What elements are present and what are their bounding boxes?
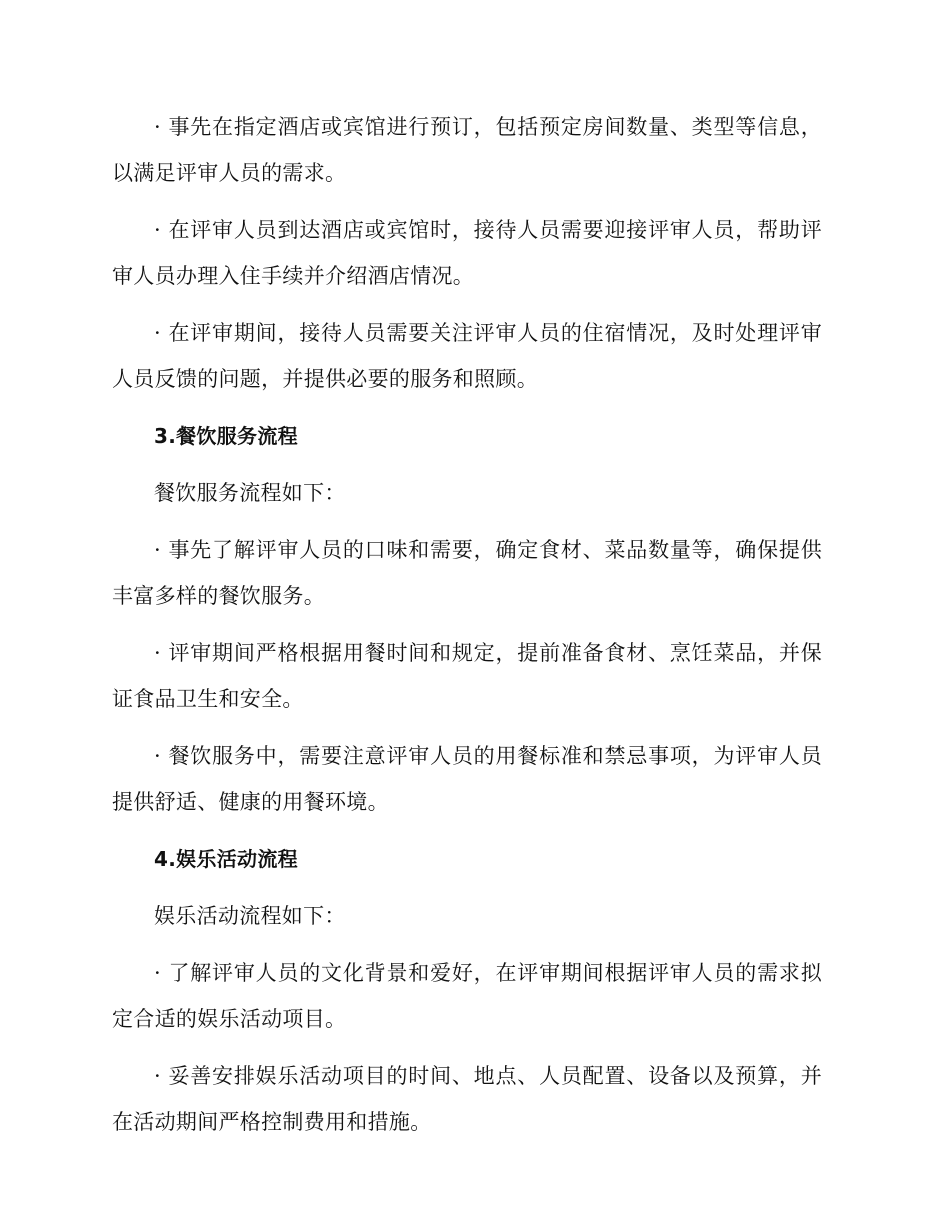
dining-item-1: · 事先了解评审人员的口味和需要，确定食材、菜品数量等，确保提供丰富多样的餐饮服务。 (112, 538, 822, 608)
entertainment-intro: 娱乐活动流程如下： (154, 904, 346, 928)
entertainment-item-1: · 了解评审人员的文化背景和爱好，在评审期间根据评审人员的需求拟定合适的娱乐活动项目。 (112, 961, 822, 1031)
document-body (112, 104, 822, 1145)
dining-item-2: · 评审期间严格根据用餐时间和规定，提前准备食材、烹饪菜品，并保证食品卫生和安全。 (112, 641, 822, 711)
entertainment-heading: 4.娱乐活动流程 (154, 847, 298, 871)
dining-heading: 3.餐饮服务流程 (154, 424, 298, 448)
dining-intro: 餐饮服务流程如下： (154, 481, 346, 505)
dining-item-3: · 餐饮服务中，需要注意评审人员的用餐标准和禁忌事项，为评审人员提供舒适、健康的用餐环境。 (112, 744, 822, 814)
lodging-item-1: · 事先在指定酒店或宾馆进行预订，包括预定房间数量、类型等信息，以满足评审人员的需求。 (112, 115, 822, 185)
lodging-item-3: · 在评审期间，接待人员需要关注评审人员的住宿情况，及时处理评审人员反馈的问题，并提供必要的服务和照顾。 (112, 321, 822, 391)
entertainment-item-2: · 妥善安排娱乐活动项目的时间、地点、人员配置、设备以及预算，并在活动期间严格控制费用和措施。 (112, 1064, 822, 1134)
lodging-item-2: · 在评审人员到达酒店或宾馆时，接待人员需要迎接评审人员，帮助评审人员办理入住手续并介绍酒店情况。 (112, 218, 822, 288)
